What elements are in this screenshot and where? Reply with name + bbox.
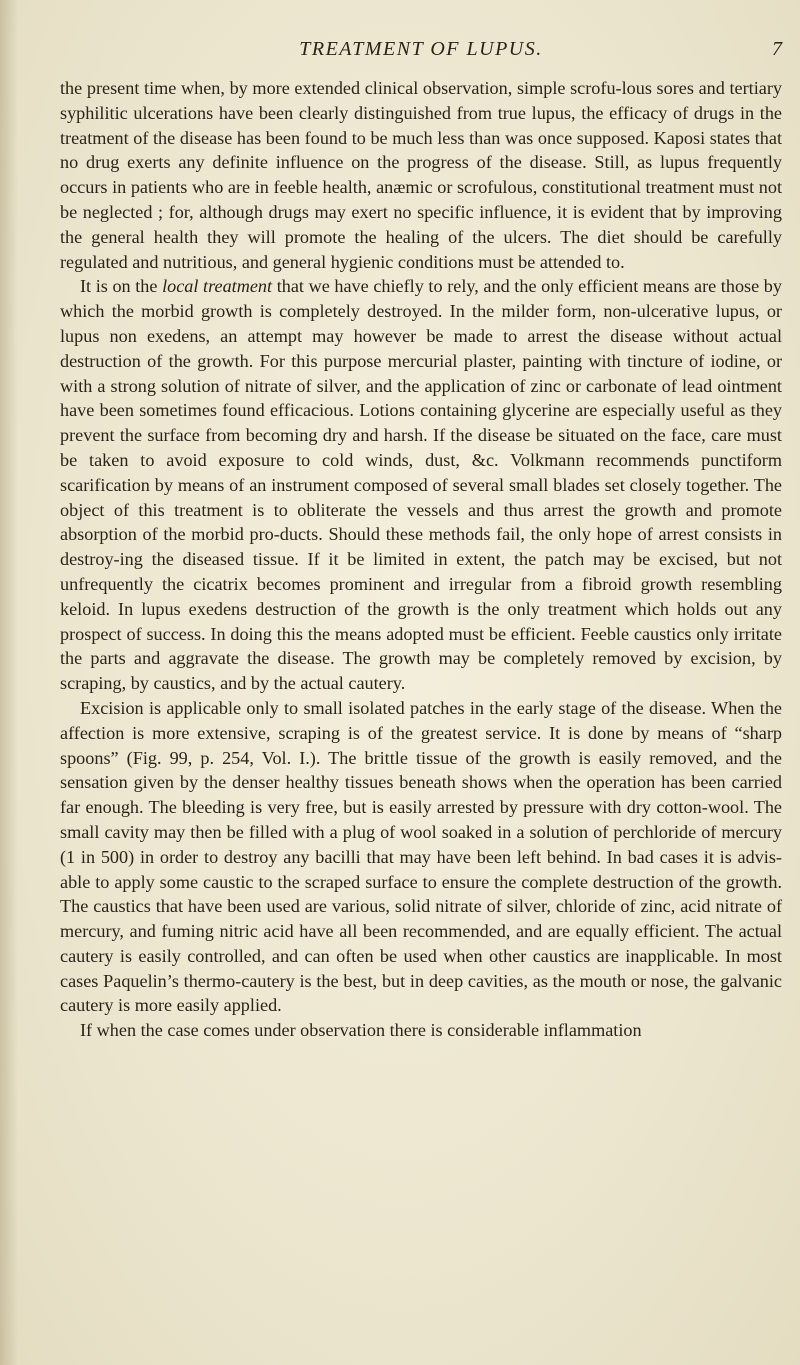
page-header (60, 34, 782, 64)
running-head: TREATMENT OF LUPUS. (299, 38, 543, 60)
emphasis-local-treatment: local treatment (162, 276, 273, 297)
paragraph-excision: Excision is applicable only to small isolated patches in the early stage of the disease. When the affection is more extensive, scraping is of the greatest service. It is done by means of “sharp spoons” (Fig. 99, p. 254, Vol. I.). The brittle tissue of the growth is easily removed, and the sensation given by the denser healthy tissues beneath shows when the operation has been carried far enough. The bleeding is very free, but is easily arrested by pressure with dry cotton-wool. The small cavity may then be filled with a plug of wool soaked in a solution of perchloride of mercury (1 in 500) in order to destroy any bacilli that may have been left behind. In bad cases it is advis-able to apply some caustic to the scraped surface to ensure the complete destruction of the growth. The caustics that have been used are various, solid nitrate of silver, chloride of zinc, acid nitrate of mercury, and fuming nitric acid have all been recommended, and are equally efficient. The actual cautery is easily controlled, and can often be used when other caustics are inapplicable. In most cases Paquelin’s thermo-cautery is the best, but in deep cavities, as the mouth or nose, the galvanic cautery is more easily applied. (60, 697, 782, 1016)
paragraph-inflammation: If when the case comes under observation there is considerable inflammation (80, 1020, 642, 1041)
paragraph-local-treatment-body: that we have chiefly to rely, and the only efficient means are those by which the morbid growth is completely destroyed. In the milder form, non-ulcerative lupus, or lupus non exedens, an attempt may however be made to arrest the disease without actual destruction of the growth. For this purpose mercurial plaster, painting with tincture of iodine, or with a strong solution of nitrate of silver, and the application of zinc or carbonate of lead ointment have been sometimes found efficacious. Lotions containing glycerine are especially useful as they prevent the surface from becoming dry and harsh. If the disease be situated on the face, care must be taken to avoid exposure to cold winds, dust, &c. Volkmann recommends punctiform scarification by means of an instrument composed of several small blades set closely together. The object of this treatment is to obliterate the vessels and thus arrest the growth and promote absorption of the morbid pro-ducts. Should these methods fail, the only hope of arrest consists in destroy-ing the diseased tissue. If it be limited in extent, the patch may be excised, but not unfrequently the cicatrix becomes prominent and irregular from a fibroid growth resembling keloid. In lupus exedens destruction of the growth is the only treatment which holds out any prospect of success. In doing this the means adopted must be efficient. Feeble caustics only irritate the parts and aggravate the disease. The growth may be completely removed by excision, by scraping, by caustics, and by the actual cautery. (60, 276, 782, 694)
paragraph-local-treatment-lead: It is on the (80, 276, 163, 297)
page-number: 7 (772, 38, 782, 60)
paragraph-drug-treatment: the present time when, by more extended clinical observation, simple scrofu-lous sores and tertiary syphilitic ulcerations have been clearly distinguished from true lupus, the efficacy of drugs in the treatment of the disease has been found to be much less than was once supposed. Kaposi states that no drug exerts any definite influence on the progress of the disease. Still, as lupus frequently occurs in patients who are in feeble health, anæmic or scrofulous, constitutional treatment must not be neglected ; for, although drugs may exert no specific influence, it is evident that by improving the general health they will promote the healing of the ulcers. The diet should be carefully regulated and nutritious, and general hygienic conditions must be attended to. (60, 78, 782, 272)
paragraph-local-treatment (60, 274, 782, 696)
body-text (60, 76, 782, 1043)
